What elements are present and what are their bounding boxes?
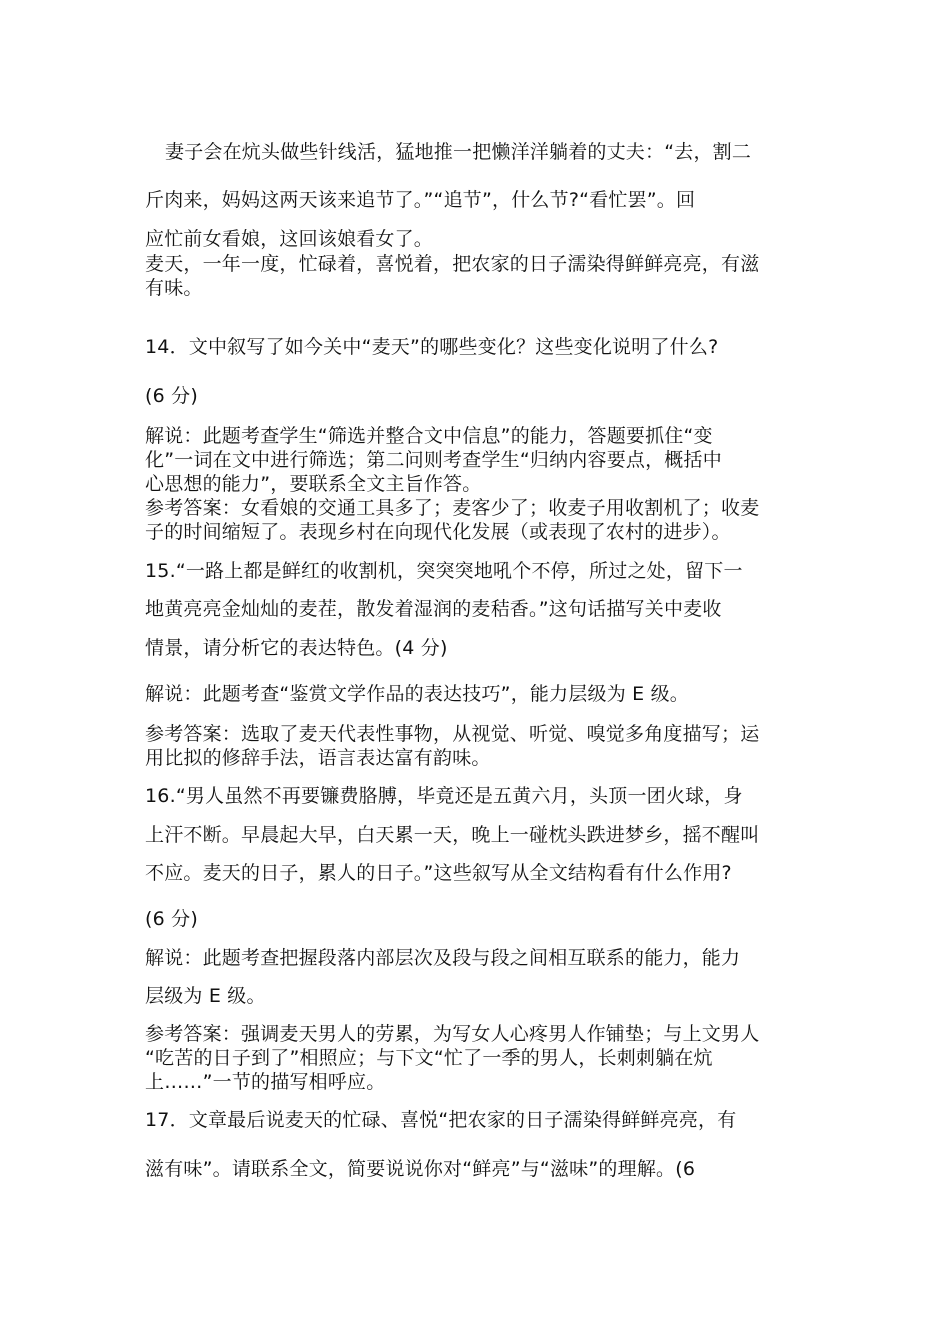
question-16-line: 不应。麦天的日子，累人的日子。”这些叙写从全文结构看有什么作用? (145, 862, 732, 884)
answer-line: “吃苦的日子到了”相照应；与下文“忙了一季的男人，长刺刺躺在炕 (145, 1047, 713, 1069)
analysis-line: 解说：此题考查学生“筛选并整合文中信息”的能力，答题要抓住“变 (145, 425, 713, 447)
question-15-line: 地黄亮亮金灿灿的麦茬，散发着湿润的麦秸香。”这句话描写关中麦收 (145, 598, 722, 620)
question-16-line: 上汗不断。早晨起大早，白天累一天，晚上一碰枕头跌进梦乡，摇不醒叫 (145, 824, 760, 846)
answer-line: 子的时间缩短了。表现乡村在向现代化发展（或表现了农村的进步）。 (145, 521, 731, 543)
question-17: 17．文章最后说麦天的忙碌、喜悦“把农家的日子濡染得鲜鲜亮亮，有 (145, 1109, 737, 1131)
analysis-line: 解说：此题考查“鉴赏文学作品的表达技巧”，能力层级为 E 级。 (145, 683, 689, 705)
answer-line: 参考答案：女看娘的交通工具多了；麦客少了；收麦子用收割机了；收麦 (145, 497, 760, 519)
analysis-line: 解说：此题考查把握段落内部层次及段与段之间相互联系的能力，能力 (145, 947, 741, 969)
analysis-line: 层级为 E 级。 (145, 985, 266, 1007)
paragraph-line: 妻子会在炕头做些针线活，猛地推一把懒洋洋躺着的丈夫：“去，割二 (165, 141, 752, 163)
question-16: 16.“男人虽然不再要镰费胳膊，毕竟还是五黄六月，头顶一团火球，身 (145, 785, 743, 807)
paragraph-line: 应忙前女看娘，这回该娘看女了。 (145, 228, 434, 250)
answer-line: 参考答案：强调麦天男人的劳累，为写女人心疼男人作铺垫；与上文男人 (145, 1023, 760, 1045)
analysis-line: 化”一词在文中进行筛选；第二问则考查学生“归纳内容要点，概括中 (145, 449, 722, 471)
analysis-line: 心思想的能力”，要联系全文主旨作答。 (145, 473, 482, 495)
answer-line: 上……”一节的描写相呼应。 (145, 1071, 386, 1093)
question-14: 14．文中叙写了如今关中“麦天”的哪些变化？这些变化说明了什么? (145, 336, 719, 358)
question-16-score: (6 分) (145, 908, 198, 930)
paragraph-line: 有味。 (145, 277, 203, 299)
answer-line: 参考答案：选取了麦天代表性事物，从视觉、听觉、嗅觉多角度描写；运 (145, 723, 760, 745)
question-17-line: 滋有味”。请联系全文，简要说说你对“鲜亮”与“滋味”的理解。(6 (145, 1158, 696, 1180)
question-15-line: 情景，请分析它的表达特色。(4 分) (145, 637, 448, 659)
question-15: 15.“一路上都是鲜红的收割机，突突突地吼个不停，所过之处，留下一 (145, 560, 743, 582)
question-14-score: (6 分) (145, 385, 198, 407)
paragraph-line: 斤肉来，妈妈这两天该来追节了。”“追节”，什么节?“看忙罢”。回 (145, 189, 696, 211)
answer-line: 用比拟的修辞手法，语言表达富有韵味。 (145, 747, 491, 769)
paragraph-line: 麦天，一年一度，忙碌着，喜悦着，把农家的日子濡染得鲜鲜亮亮，有滋 (145, 253, 760, 275)
